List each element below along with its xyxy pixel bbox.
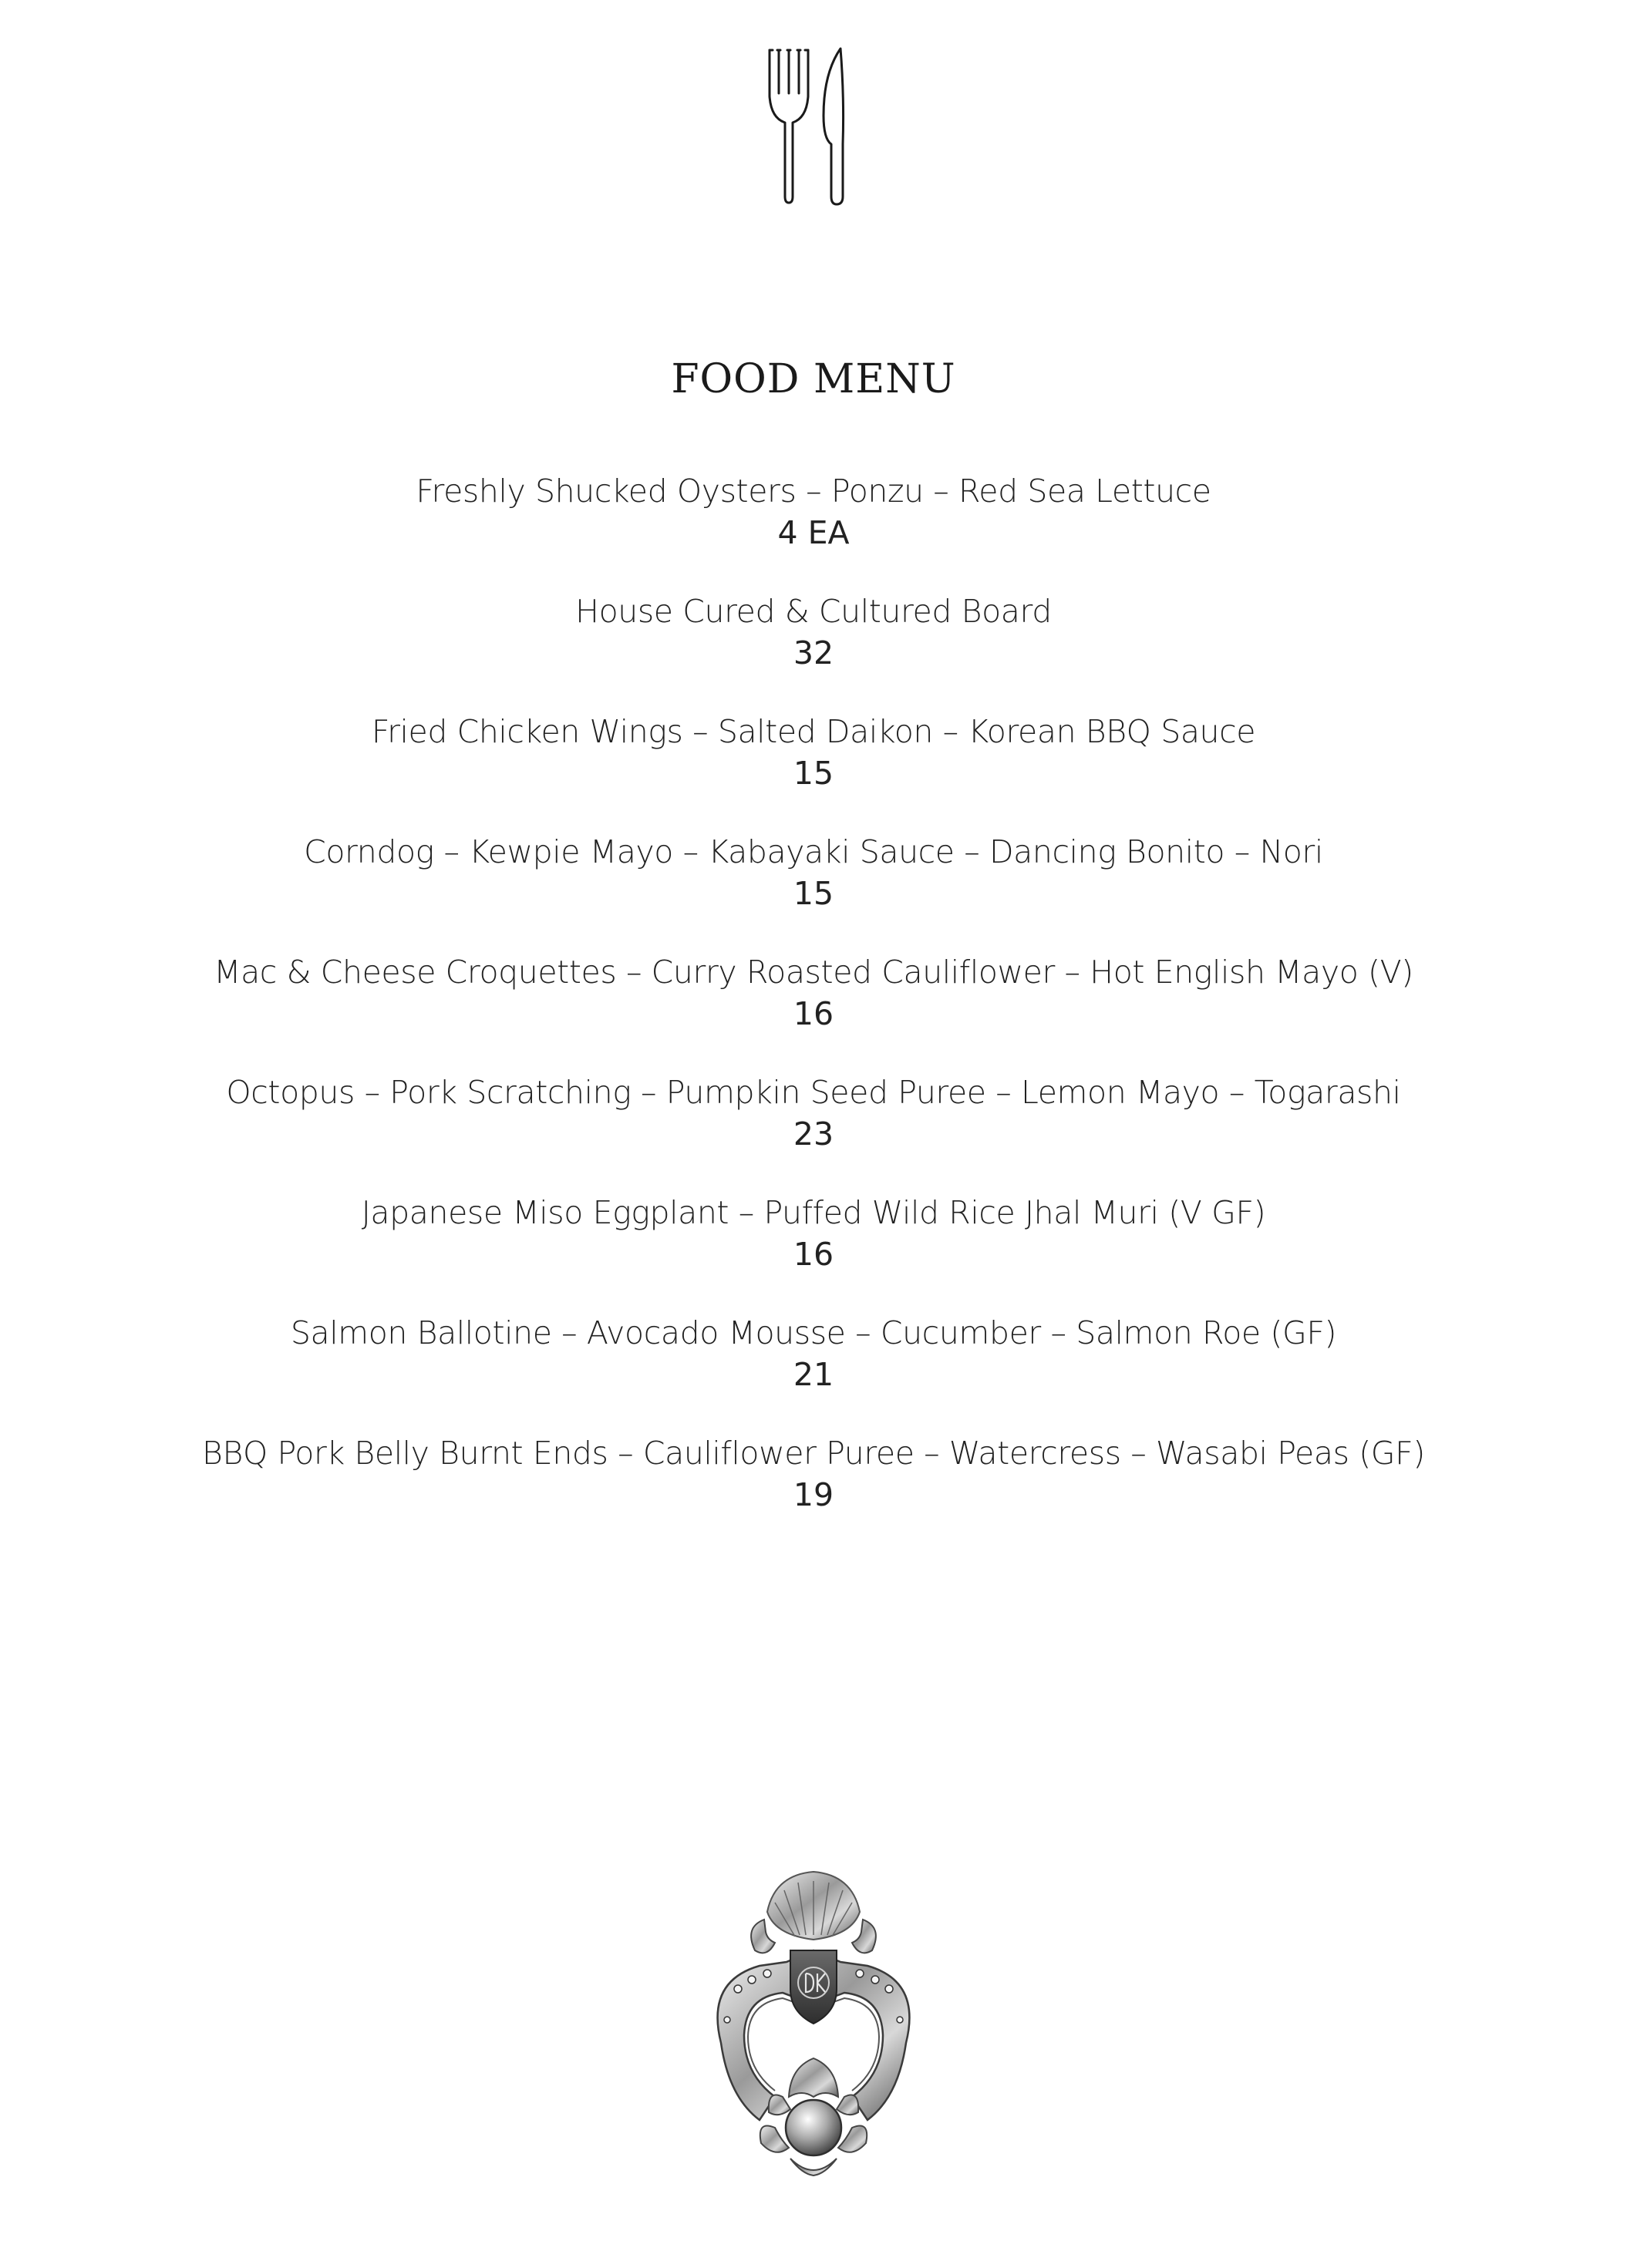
menu-item-name: Corndog – Kewpie Mayo – Kabayaki Sauce – Dancing Bonito – Nori <box>304 833 1323 870</box>
menu-item <box>0 1072 1627 1192</box>
menu-item-name: Japanese Miso Eggplant – Puffed Wild Rice Jhal Muri (V GF) <box>361 1194 1266 1231</box>
fork-and-knife-icon <box>763 42 856 208</box>
menu-item-price: 16 <box>793 995 834 1032</box>
menu-title: FOOD MENU <box>671 356 956 402</box>
menu-item <box>0 951 1627 1072</box>
menu-item-price: 4 EA <box>777 514 850 551</box>
ornate-crest-logo-icon <box>690 1866 937 2189</box>
menu-item <box>0 591 1627 711</box>
menu-item <box>0 1432 1627 1553</box>
menu-item-price: 19 <box>793 1476 834 1513</box>
menu-item-name: Mac & Cheese Croquettes – Curry Roasted Cauliflower – Hot English Mayo (V) <box>214 954 1413 991</box>
menu-item <box>0 1312 1627 1432</box>
menu-item-name: BBQ Pork Belly Burnt Ends – Cauliflower Puree – Watercress – Wasabi Peas (GF) <box>202 1435 1425 1472</box>
menu-item-name: Salmon Ballotine – Avocado Mousse – Cucumber – Salmon Roe (GF) <box>290 1314 1337 1351</box>
menu-item-price: 32 <box>793 634 834 671</box>
menu-item-price: 23 <box>793 1115 834 1153</box>
menu-item-name: Fried Chicken Wings – Salted Daikon – Korean BBQ Sauce <box>371 713 1256 750</box>
menu-item-price: 15 <box>793 875 834 912</box>
menu-item-name: Octopus – Pork Scratching – Pumpkin Seed Puree – Lemon Mayo – Togarashi <box>226 1074 1401 1111</box>
menu-list <box>0 470 1627 1553</box>
menu-item <box>0 711 1627 831</box>
menu-item <box>0 1192 1627 1312</box>
menu-item <box>0 831 1627 951</box>
menu-item-price: 16 <box>793 1236 834 1273</box>
menu-item-price: 15 <box>793 755 834 792</box>
menu-item-name: Freshly Shucked Oysters – Ponzu – Red Sea Lettuce <box>416 473 1211 510</box>
menu-item-name: House Cured & Cultured Board <box>575 593 1052 630</box>
menu-item <box>0 470 1627 591</box>
menu-item-price: 21 <box>793 1356 834 1393</box>
